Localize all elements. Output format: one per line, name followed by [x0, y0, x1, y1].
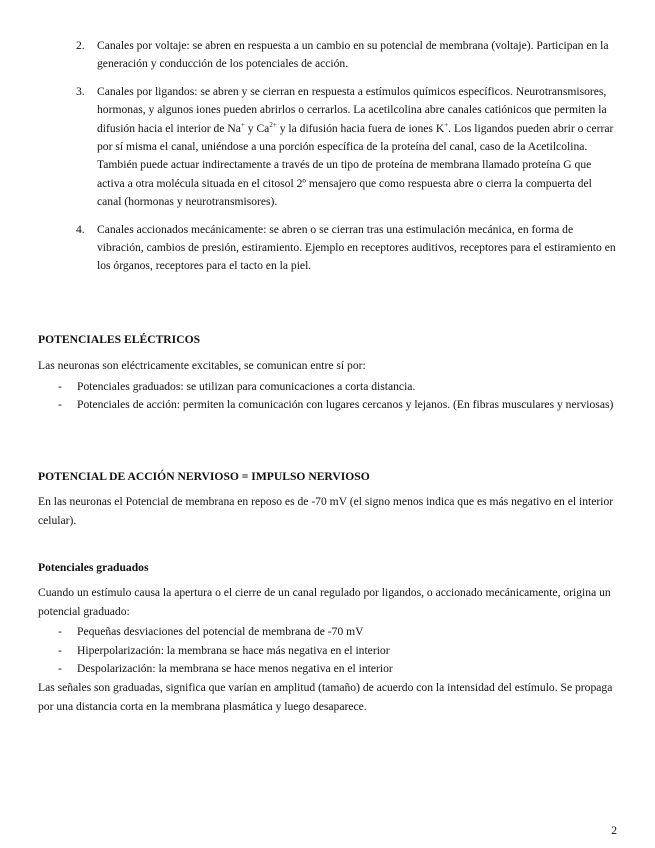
list-item-number: 4.	[76, 222, 85, 236]
list-item	[76, 221, 616, 276]
section-intro: Cuando un estímulo causa la apertura o el cierre de un canal regulado por ligandos, o accionado mecánicamente, origina un potencial graduado:	[38, 586, 611, 618]
list-item	[76, 83, 616, 212]
list-item-number: 3.	[76, 84, 85, 98]
list-item: - Potenciales de acción: permiten la comunicación con lugares cercanos y lejanos. (En fibras musculares y nerviosas)	[58, 398, 614, 412]
section-heading: POTENCIALES ELÉCTRICOS	[38, 333, 201, 346]
list-item: - Potenciales graduados: se utilizan para comunicaciones a corta distancia.	[58, 379, 416, 393]
list-item: - Hiperpolarización: la membrana se hace más negativa en el interior	[58, 643, 390, 657]
list-item-text: Canales por voltaje: se abren en respuesta a un cambio en su potencial de membrana (voltaje). Participan en la generación y conducción de los potenciales de acción.	[97, 39, 609, 71]
list-item: - Pequeñas desviaciones del potencial de membrana de -70 mV	[58, 625, 364, 639]
section-potenciales-graduados	[38, 559, 616, 716]
section-paragraph: En las neuronas el Potencial de membrana en reposo es de -70 mV (el signo menos indica que es más negativo en el interior celular).	[38, 495, 614, 527]
section-intro: Las neuronas son eléctricamente excitables, se comunican entre sí por:	[38, 359, 366, 373]
dash-list	[38, 378, 616, 415]
section-closing-paragraph: Las señales son graduadas, significa que varían en amplitud (tamaño) de acuerdo con la intensidad del estímulo. Se propaga por una distancia corta en la membrana plasmática y luego desaparece.	[38, 681, 613, 713]
list-item: - Despolarización: la membrana se hace menos negativa en el interior	[58, 662, 393, 676]
section-heading: POTENCIAL DE ACCIÓN NERVIOSO = IMPULSO NERVIOSO	[38, 470, 370, 483]
section-potencial-accion	[38, 468, 616, 530]
list-item-number: 2.	[76, 39, 85, 52]
page-number: 2	[611, 824, 617, 837]
section-potenciales-electricos	[38, 331, 616, 415]
list-item	[76, 37, 616, 74]
section-heading: Potenciales graduados	[38, 561, 149, 574]
dash-list	[38, 623, 616, 678]
channel-types-list	[76, 37, 616, 285]
list-item-text: Canales por ligandos: se abren y se cierran en respuesta a estímulos químicos específicos. Neurotransmisores, hormonas, y algunos iones pueden abrirlos o cerrarlos. La acetilcolina abre canales catiónicos que permiten la difusión hacia el interior de Na+ y $Ca^{2+}$ y la difusión hacia fuera de iones K+. Los ligandos pueden abrir o cerrar por sí misma el canal, uniéndose a una porción específica de la proteína del canal, caso de la Acetilcolina. También puede actuar indirectamente a través de un tipo de proteína de membrana llamado proteína G que activa a otra molécula situada en el citosol 2º mensajero que como respuesta abre o cierra la compuerta del canal (hormonas y neurotransmisores).	[97, 84, 614, 209]
list-item-text: Canales accionados mecánicamente: se abren o se cierran tras una estimulación mecánica, en forma de vibración, cambios de presión, estiramiento. Ejemplo en receptores auditivos, receptores para el estiramiento en los órganos, receptores para el tacto en la piel.	[97, 222, 616, 273]
